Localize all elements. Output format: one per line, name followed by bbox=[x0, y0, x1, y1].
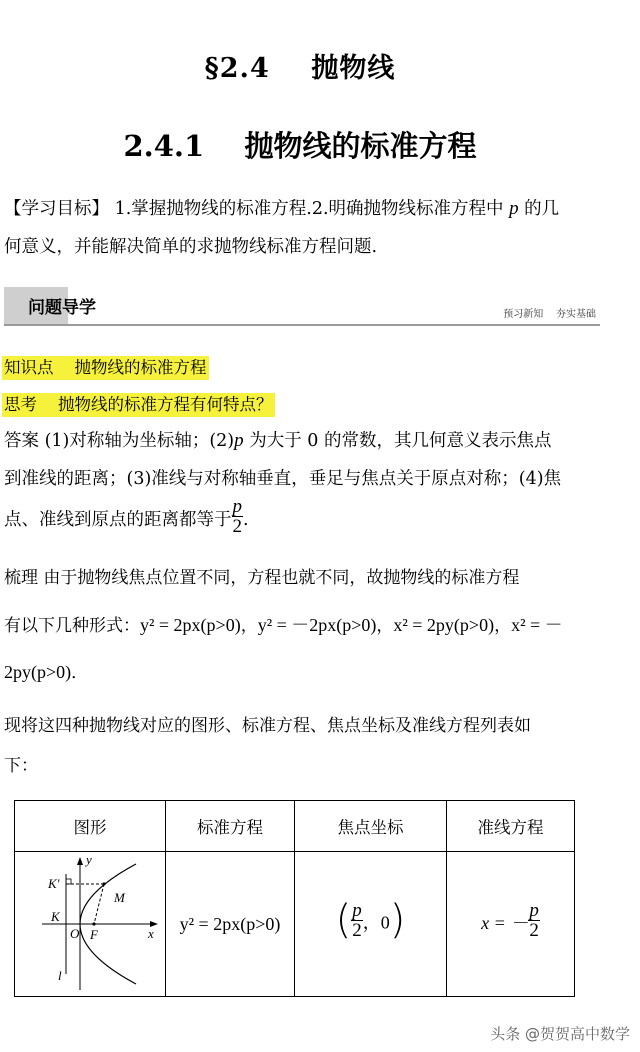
paren-left: ( bbox=[335, 897, 352, 943]
label-m: M bbox=[114, 890, 125, 905]
goal-var-p: p bbox=[509, 198, 519, 219]
parabola-table bbox=[14, 800, 575, 997]
section-bar-label: 问题导学 bbox=[28, 298, 96, 318]
table-header-figure: 图形 bbox=[15, 801, 166, 852]
answer-fraction-num: p bbox=[232, 496, 242, 517]
goal-label: 【学习目标】 bbox=[4, 199, 109, 219]
point-m bbox=[102, 882, 105, 885]
section-bar-subtitle: 预习新知 夯实基础 bbox=[503, 309, 596, 320]
separator: ， bbox=[494, 616, 512, 636]
goal-text-1b: 的几 bbox=[518, 199, 560, 219]
watermark: 头条 @贺贺高中数学 bbox=[490, 1025, 630, 1043]
paren-right: ) bbox=[389, 897, 406, 943]
label-k-prime: K′ bbox=[48, 876, 60, 891]
table-header-row bbox=[15, 801, 575, 852]
label-k: K bbox=[51, 909, 60, 924]
focus-fraction-den: 2 bbox=[352, 919, 362, 941]
sorting-text-1: 由于抛物线焦点位置不同，方程也就不同，故抛物线的标准方程 bbox=[38, 568, 520, 588]
y-axis-arrow bbox=[77, 857, 83, 865]
intro-block bbox=[4, 706, 604, 786]
label-f: F bbox=[90, 927, 98, 942]
table-cell-directrix bbox=[447, 852, 575, 997]
equation-3: x² = 2py(p>0) bbox=[393, 615, 495, 635]
directrix-lhs: x = － bbox=[481, 912, 529, 933]
answer-text-1b: 为大于 0 的常数，其几何意义表示焦点 bbox=[243, 431, 552, 451]
answer-fraction bbox=[232, 497, 244, 536]
section-bar bbox=[4, 287, 600, 325]
equation-4a: x² = － bbox=[511, 615, 563, 635]
separator: ， bbox=[376, 616, 394, 636]
focus-y: 0 bbox=[380, 912, 390, 933]
focus-point bbox=[92, 922, 95, 925]
table-equation: y² = 2px(p>0) bbox=[179, 913, 281, 934]
equation-1: y² = 2px(p>0) bbox=[140, 615, 241, 635]
answer-text-2: 到准线的距离；(3)准线与对称轴垂直，垂足与焦点关于原点对称；(4)焦 bbox=[4, 469, 562, 489]
focus-fraction-num: p bbox=[352, 899, 362, 921]
answer-label: 答案 bbox=[4, 431, 39, 451]
intro-text-1: 现将这四种抛物线对应的图形、标准方程、焦点坐标及准线方程列表如 bbox=[4, 716, 531, 736]
answer-block bbox=[4, 422, 604, 542]
table-cell-equation bbox=[166, 852, 295, 997]
table-header-focus: 焦点坐标 bbox=[295, 801, 447, 852]
table-cell-focus: ( $\frac{p}{2}$ ，0) bbox=[295, 852, 447, 997]
goal-text-1a: 1.掌握抛物线的标准方程.2.明确抛物线标准方程中 bbox=[109, 199, 510, 219]
table-cell-figure bbox=[15, 852, 166, 997]
directrix-fraction-den: 2 bbox=[529, 919, 539, 941]
focus-fraction bbox=[351, 901, 363, 940]
equation-4b: 2py(p>0) bbox=[4, 662, 72, 682]
goal-text-2: 何意义，并能解决简单的求抛物线标准方程问题. bbox=[4, 237, 378, 257]
table-header-directrix: 准线方程 bbox=[447, 801, 575, 852]
label-y: y bbox=[86, 852, 92, 867]
answer-text-3-end: . bbox=[243, 510, 249, 530]
directrix-fraction-num: p bbox=[529, 899, 539, 921]
parabola-figure bbox=[20, 852, 160, 992]
section-title: §2.4 抛物线 bbox=[204, 53, 396, 84]
answer-fraction-den: 2 bbox=[232, 516, 242, 537]
separator: ， bbox=[240, 616, 258, 636]
label-x: x bbox=[148, 926, 154, 941]
equation-2: y² = －2px(p>0) bbox=[257, 615, 377, 635]
directrix-fraction bbox=[528, 901, 540, 940]
subsection-title: 2.4.1 抛物线的标准方程 bbox=[123, 129, 477, 163]
answer-text-3: 点、准线到原点的距离都等于 bbox=[4, 510, 232, 530]
answer-text-1a: (1)对称轴为坐标轴；(2) bbox=[39, 431, 235, 451]
knowledge-point-heading: 知识点 抛物线的标准方程 bbox=[2, 356, 209, 380]
dashed-mf bbox=[94, 884, 104, 924]
table-header-equation: 标准方程 bbox=[166, 801, 295, 852]
intro-text-2: 下： bbox=[4, 756, 38, 776]
label-l: l bbox=[58, 968, 62, 983]
sorting-text-2: 有以下几种形式： bbox=[4, 616, 140, 636]
answer-var-p: p bbox=[234, 430, 244, 451]
right-angle-mark bbox=[66, 879, 71, 884]
sorting-block bbox=[4, 555, 604, 696]
learning-goal bbox=[4, 190, 604, 266]
section-bar-rule bbox=[4, 324, 600, 326]
sorting-end: ． bbox=[71, 663, 89, 683]
think-question: 思考 抛物线的标准方程有何特点？ bbox=[2, 393, 275, 417]
sorting-label: 梳理 bbox=[4, 568, 38, 588]
label-o: O bbox=[70, 926, 80, 941]
table-row bbox=[15, 852, 575, 997]
